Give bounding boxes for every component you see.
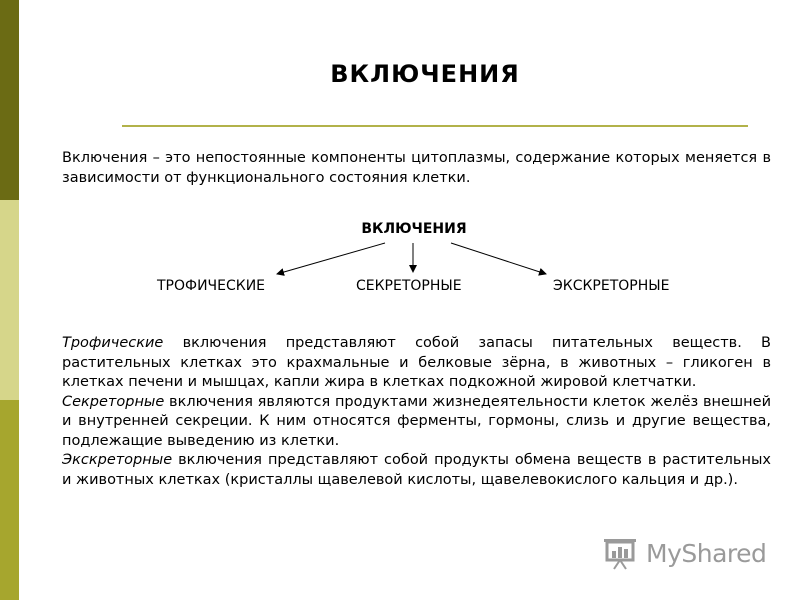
arrow-to-trophic bbox=[277, 243, 385, 274]
arrow-to-excretory bbox=[451, 243, 546, 274]
definition-text: включения являются продуктами жизнедеятельности клеток желёз внешней и внутренней секреции. К ним относятся ферменты, гормоны, слизь и другие вещества, подлежащие выведению из клетки. bbox=[62, 393, 771, 449]
definition-text: включения представляют собой продукты обмена веществ в растительных и животных клетках (кристаллы щавелевой кислоты, щавелевокислого кальция и др.). bbox=[62, 452, 771, 488]
term-trophic: Трофические bbox=[62, 335, 164, 351]
intro-paragraph: Включения – это непостоянные компоненты цитоплазмы, содержание которых меняется в зависимости от функционального состояния клетки. bbox=[62, 150, 771, 186]
definition-trophic bbox=[62, 334, 771, 393]
scheme-item-trophic: ТРОФИЧЕСКИЕ bbox=[157, 278, 266, 294]
definition-excretory bbox=[62, 451, 771, 490]
definitions bbox=[62, 334, 771, 490]
projector-screen-icon bbox=[602, 536, 638, 570]
term-secretory: Секреторные bbox=[62, 393, 165, 410]
logo-text: MyShared bbox=[646, 539, 767, 568]
scheme-root: ВКЛЮЧЕНИЯ bbox=[361, 221, 467, 237]
scheme-item-excretory: ЭКСКРЕТОРНЫЕ bbox=[553, 278, 670, 294]
definition-text: включения представляют собой запасы питательных веществ. В растительных клетках это крахмальные и белковые зёрна, в животных – гликоген в клетках печени и мышцах, капли жира в клетках подкожной жировой клетчатки. bbox=[62, 335, 771, 390]
scheme-item-secretory: СЕКРЕТОРНЫЕ bbox=[356, 278, 462, 294]
slide-title: ВКЛЮЧЕНИЯ bbox=[330, 60, 520, 88]
definition-secretory bbox=[62, 393, 771, 452]
term-excretory: Экскреторные bbox=[62, 452, 173, 468]
watermark-logo bbox=[602, 534, 772, 574]
